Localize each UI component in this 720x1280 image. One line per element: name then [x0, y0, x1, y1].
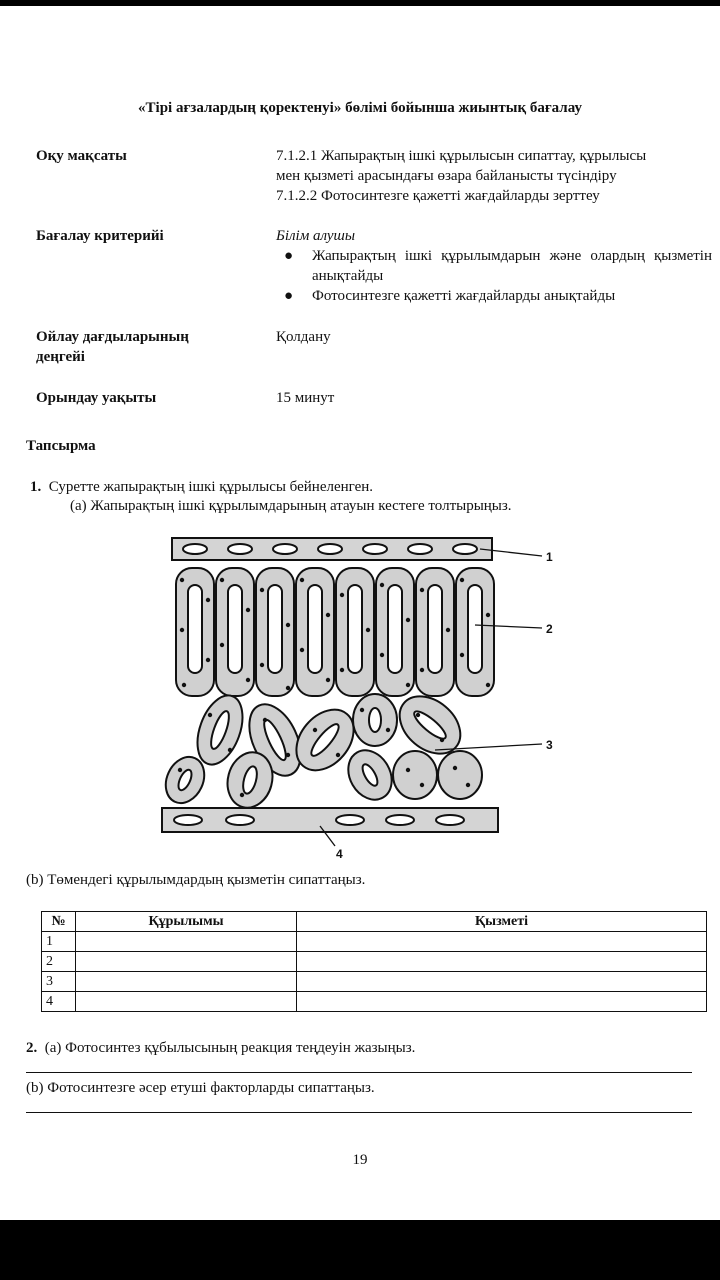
structure-cell[interactable]: [76, 932, 297, 952]
exec-time-label: Орындау уақыты: [36, 390, 157, 406]
label-3: 3: [546, 738, 553, 752]
thinking-level-value: Қолдану: [276, 329, 331, 345]
goal-line: мен қызметі арасындағы өзара байланысты түсіндіру: [276, 168, 617, 184]
page-title: «Тірі ағзалардың қоректенуі» бөлімі бойынша жиынтық бағалау: [138, 100, 582, 116]
answer-line[interactable]: [26, 1072, 692, 1073]
question-2b: (b) Фотосинтезге әсер етуші факторларды сипаттаңыз.: [26, 1080, 375, 1096]
criteria-item: ● Жапырақтың ішкі құрылымдарын және олардың қызметін анықтайды: [284, 248, 712, 284]
label-1: 1: [546, 550, 553, 564]
label-2: 2: [546, 622, 553, 636]
table-row: [42, 972, 707, 992]
exec-time-value: 15 минут: [276, 390, 335, 406]
top-edge-bar: [0, 0, 720, 6]
palisade-layer: [176, 568, 494, 696]
table-header-row: [42, 912, 707, 932]
goal-line: 7.1.2.1 Жапырақтың ішкі құрылысын сипаттау, құрылысы: [276, 148, 647, 164]
bullet-icon: ●: [284, 248, 294, 264]
row-number: 1: [42, 932, 76, 952]
row-number: 3: [42, 972, 76, 992]
structure-cell[interactable]: [76, 972, 297, 992]
function-cell[interactable]: [297, 932, 707, 952]
learning-goals-value: [276, 146, 712, 206]
page-number: 19: [352, 1152, 368, 1168]
bullet-icon: ●: [284, 288, 294, 304]
leaf-cross-section-diagram: [150, 530, 590, 865]
task-heading: Тапсырма: [26, 438, 96, 454]
criteria-value: [276, 226, 712, 306]
table-row: [42, 952, 707, 972]
structure-cell[interactable]: [76, 952, 297, 972]
question-2-number: 2.: [26, 1040, 38, 1056]
answer-table: [41, 911, 707, 1012]
function-cell[interactable]: [297, 972, 707, 992]
table-row: [42, 992, 707, 1012]
row-number: 4: [42, 992, 76, 1012]
function-cell[interactable]: [297, 992, 707, 1012]
thinking-level-label: Ойлау дағдыларының деңгейі: [36, 329, 189, 365]
goal-line: 7.1.2.2 Фотосинтезге қажетті жағдайларды зерттеу: [276, 188, 600, 204]
row-number: 2: [42, 952, 76, 972]
criteria-list: [276, 246, 712, 306]
question-1-text: Суретте жапырақтың ішкі құрылысы бейнеленген.: [48, 479, 374, 495]
criteria-item: ● Фотосинтезге қажетті жағдайларды анықтайды: [284, 288, 616, 304]
criteria-label: Бағалау критерийі: [36, 228, 164, 244]
learning-goals-label: Оқу мақсаты: [36, 148, 127, 164]
question-1: [30, 479, 373, 496]
criteria-intro: Білім алушы: [276, 228, 356, 244]
function-cell[interactable]: [297, 952, 707, 972]
question-2a-text: (a) Фотосинтез құбылысының реакция теңдеуін жазыңыз.: [44, 1040, 416, 1056]
question-1-number: 1.: [30, 479, 42, 495]
label-4: 4: [336, 847, 343, 861]
col-function-header: Қызметі: [297, 912, 707, 932]
question-1a: (a) Жапырақтың ішкі құрылымдарының атауын кестеге толтырыңыз.: [70, 498, 512, 514]
bottom-edge-bar: [0, 1220, 720, 1280]
col-structure-header: Құрылымы: [76, 912, 297, 932]
answer-line[interactable]: [26, 1112, 692, 1113]
question-2: [26, 1040, 415, 1057]
col-number-header: №: [42, 912, 76, 932]
structure-cell[interactable]: [76, 992, 297, 1012]
question-1b: (b) Төмендегі құрылымдардың қызметін сипаттаңыз.: [26, 872, 366, 888]
table-row: [42, 932, 707, 952]
